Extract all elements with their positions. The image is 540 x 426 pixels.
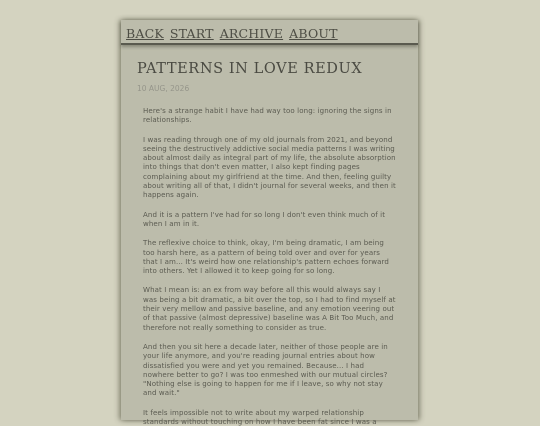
nav-archive-link[interactable]: ARCHIVE [219,26,284,41]
post-paragraph: Here's a strange habit I have had way too long: ignoring the signs in relationships. [143,106,392,125]
post-paragraph: I was reading through one of my old journals from 2021, and beyond seeing the destructively addictive social media patterns I was writing about almost daily as integral part of my life, the absolute absorption into things that don't even matter, I also kept finding pages complaining about my girlfriend at the time. And then, feeling guilty about writing all of that, I didn't journal for several weeks, and then it happens again. [143,134,396,200]
post-paragraph: And it is a pattern I've had for so long I don't even think much of it when I am in it. [143,209,386,228]
post-paragraph: What I mean is: an ex from way before all this would always say I was being a bit dramatic, a bit over the top, so I had to find myself at their very mellow and passive baseline, and any emotion veering out of that passive (almost depressive) baseline was A Bit Too Much, and therefore not really something to consider as true. [143,285,396,332]
post-body [137,94,402,426]
post-title: PATTERNS IN LOVE REDUX [137,61,363,77]
page-column [121,20,418,426]
post-date: 10 AUG, 2026 [137,84,190,93]
nav-about-link[interactable]: ABOUT [289,26,338,41]
post-paragraph: The reflexive choice to think, okay, I'm being dramatic, I am being too harsh here, as a pattern of being told over and over for years that I am... It's weird how one relationship's pattern echoes forward into others. Yet I allowed it to keep going for so long. [143,238,389,276]
nav-start-link[interactable]: START [169,26,214,41]
nav-back-link[interactable]: BACK [126,26,164,41]
post-content [121,45,418,426]
post-paragraph: And then you sit here a decade later, neither of those people are in your life anymore, and you're reading journal entries about how dissatisfied you were and yet you remained. Because... I had nowhere better to go? I was too enmeshed with our mutual circles? "Nothing else is going to happen for me if I leave, so why not stay and wait." [143,341,388,398]
post-paragraph: It feels impossible not to write about my warped relationship standards without touching on how I have been fat since I was a [143,407,377,426]
top-nav [121,20,418,45]
